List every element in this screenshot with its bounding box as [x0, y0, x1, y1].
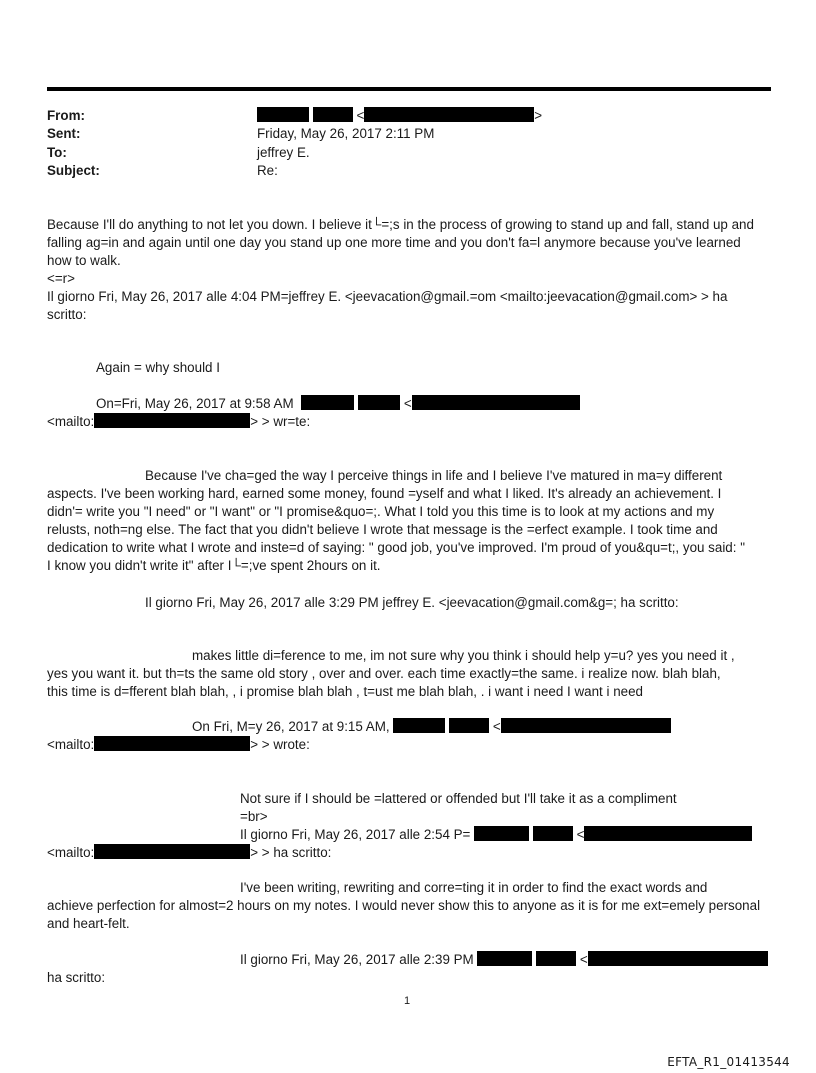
quote-header-2-text: On=Fri, May 26, 2017 at 9:58 AM — [96, 396, 294, 411]
redaction-box — [94, 413, 250, 428]
quote-header-5 — [240, 826, 752, 845]
body-p3-line5: dedication to write what I wrote and inste=d of saying: " good job, you've improved. I'm proud of you&qu=t;, you said: " — [47, 540, 745, 555]
body-p3-line6: I know you didn't write it" after I└=;ve spent 2hours on it. — [47, 558, 381, 573]
quote-header-2-lt: < — [403, 396, 412, 411]
document-id-footer: EFTA_R1_01413544 — [667, 1055, 790, 1069]
body-p7-line1: I've been writing, rewriting and corre=ting it in order to find the exact words and — [240, 880, 708, 895]
to-value: jeffrey E. — [257, 145, 310, 160]
redaction-box — [501, 718, 671, 733]
redaction-box — [584, 826, 752, 841]
mailto-1-suffix: > > wr=te: — [250, 414, 311, 429]
body-p1-line4: <=r> — [47, 271, 75, 286]
from-gt: > — [534, 108, 543, 123]
sent-value: Friday, May 26, 2017 2:11 PM — [257, 126, 435, 141]
subject-label: Subject: — [47, 163, 100, 178]
redaction-box — [301, 395, 354, 410]
body-p3-line3: didn'= write you "I need" or "I want" or "I promise&quo=;. What I told you this time is to look at my actions and my — [47, 504, 715, 519]
body-p1-line2: falling ag=in and again until one day you stand up one more time and you don't fa=l anymore because you've learned — [47, 235, 741, 250]
mailto-2-suffix: > > wrote: — [250, 737, 310, 752]
to-label: To: — [47, 145, 67, 160]
redaction-box — [358, 395, 400, 410]
quote-header-4 — [192, 718, 671, 737]
redaction-box — [393, 718, 445, 733]
mailto-2-prefix: <mailto: — [47, 737, 95, 752]
redaction-box — [536, 951, 576, 966]
quote-header-5-lt: < — [576, 827, 585, 842]
redaction-box — [364, 107, 534, 122]
quote-header-4-text: On Fri, M=y 26, 2017 at 9:15 AM, — [192, 719, 390, 734]
body-p7-line2: achieve perfection for almost=2 hours on my notes. I would never show this to anyone as it is for me ext=emely personal — [47, 898, 761, 913]
mailto-line-2 — [47, 736, 310, 755]
quote-header-3: Il giorno Fri, May 26, 2017 alle 3:29 PM jeffrey E. <jeevacation@gmail.com&g=; ha scritto: — [145, 595, 679, 610]
quote-header-6 — [240, 951, 768, 970]
mailto-line-3 — [47, 844, 331, 863]
quote-header-1-line2: scritto: — [47, 307, 87, 322]
body-p3-line2: aspects. I've been working hard, earned some money, found =yself and what I liked. It's already an achievement. I — [47, 486, 722, 501]
from-value — [257, 107, 542, 125]
sent-label: Sent: — [47, 126, 81, 141]
body-p1-line1: Because I'll do anything to not let you down. I believe it└=;s in the process of growing to stand up and fall, stand up and — [47, 217, 754, 232]
body-p3-line1: Because I've cha=ged the way I perceive things in life and I believe I've matured in ma=y different — [145, 468, 723, 483]
from-label: From: — [47, 108, 85, 123]
body-p5-line1: makes little di=ference to me, im not sure why you think i should help y=u? yes you need it , — [192, 648, 735, 663]
redaction-box — [474, 826, 529, 841]
body-p5-line2: yes you want it. but th=ts the same old story , over and over. each time exactly=the same. i realize now. blah blah, — [47, 666, 721, 681]
body-p7-line3: and heart-felt. — [47, 916, 130, 931]
body-p5-line3: this time is d=fferent blah blah, , i promise blah blah , t=ust me blah blah, . i want i need I want i need — [47, 684, 643, 699]
mailto-3-suffix: > > ha scritto: — [250, 845, 332, 860]
body-p8-line2: ha scritto: — [47, 970, 106, 985]
from-lt: < — [356, 108, 365, 123]
redaction-box — [257, 107, 309, 122]
redaction-box — [477, 951, 532, 966]
redaction-box — [94, 844, 250, 859]
quote-header-6-lt: < — [579, 952, 588, 967]
quote-header-1-line1: Il giorno Fri, May 26, 2017 alle 4:04 PM=jeffrey E. <jeevacation@gmail.=om <mailto:jeevacation@gmail.com> > ha — [47, 289, 728, 304]
mailto-3-prefix: <mailto: — [47, 845, 95, 860]
body-p6-line1: Not sure if I should be =lattered or offended but I'll take it as a compliment — [240, 791, 677, 806]
page-number: 1 — [404, 995, 411, 1007]
again-line: Again = why should I — [96, 360, 220, 375]
subject-value: Re: — [257, 163, 278, 178]
body-p1-line3: how to walk. — [47, 253, 121, 268]
mailto-1-prefix: <mailto: — [47, 414, 95, 429]
quote-header-2 — [96, 395, 580, 414]
mailto-line-1 — [47, 413, 310, 432]
redaction-box — [412, 395, 580, 410]
quote-header-5-text: Il giorno Fri, May 26, 2017 alle 2:54 P= — [240, 827, 471, 842]
header-rule — [47, 87, 771, 91]
body-p3-line4: relusts, noth=ng else. The fact that you didn't believe I wrote that message is the =erfect example. I took time and — [47, 522, 718, 537]
redaction-box — [94, 736, 250, 751]
redaction-box — [313, 107, 353, 122]
quote-header-6-text: Il giorno Fri, May 26, 2017 alle 2:39 PM — [240, 952, 474, 967]
quote-header-4-lt: < — [492, 719, 501, 734]
redaction-box — [449, 718, 489, 733]
redaction-box — [533, 826, 573, 841]
redaction-box — [588, 951, 768, 966]
body-p6-line2: =br> — [240, 809, 268, 824]
